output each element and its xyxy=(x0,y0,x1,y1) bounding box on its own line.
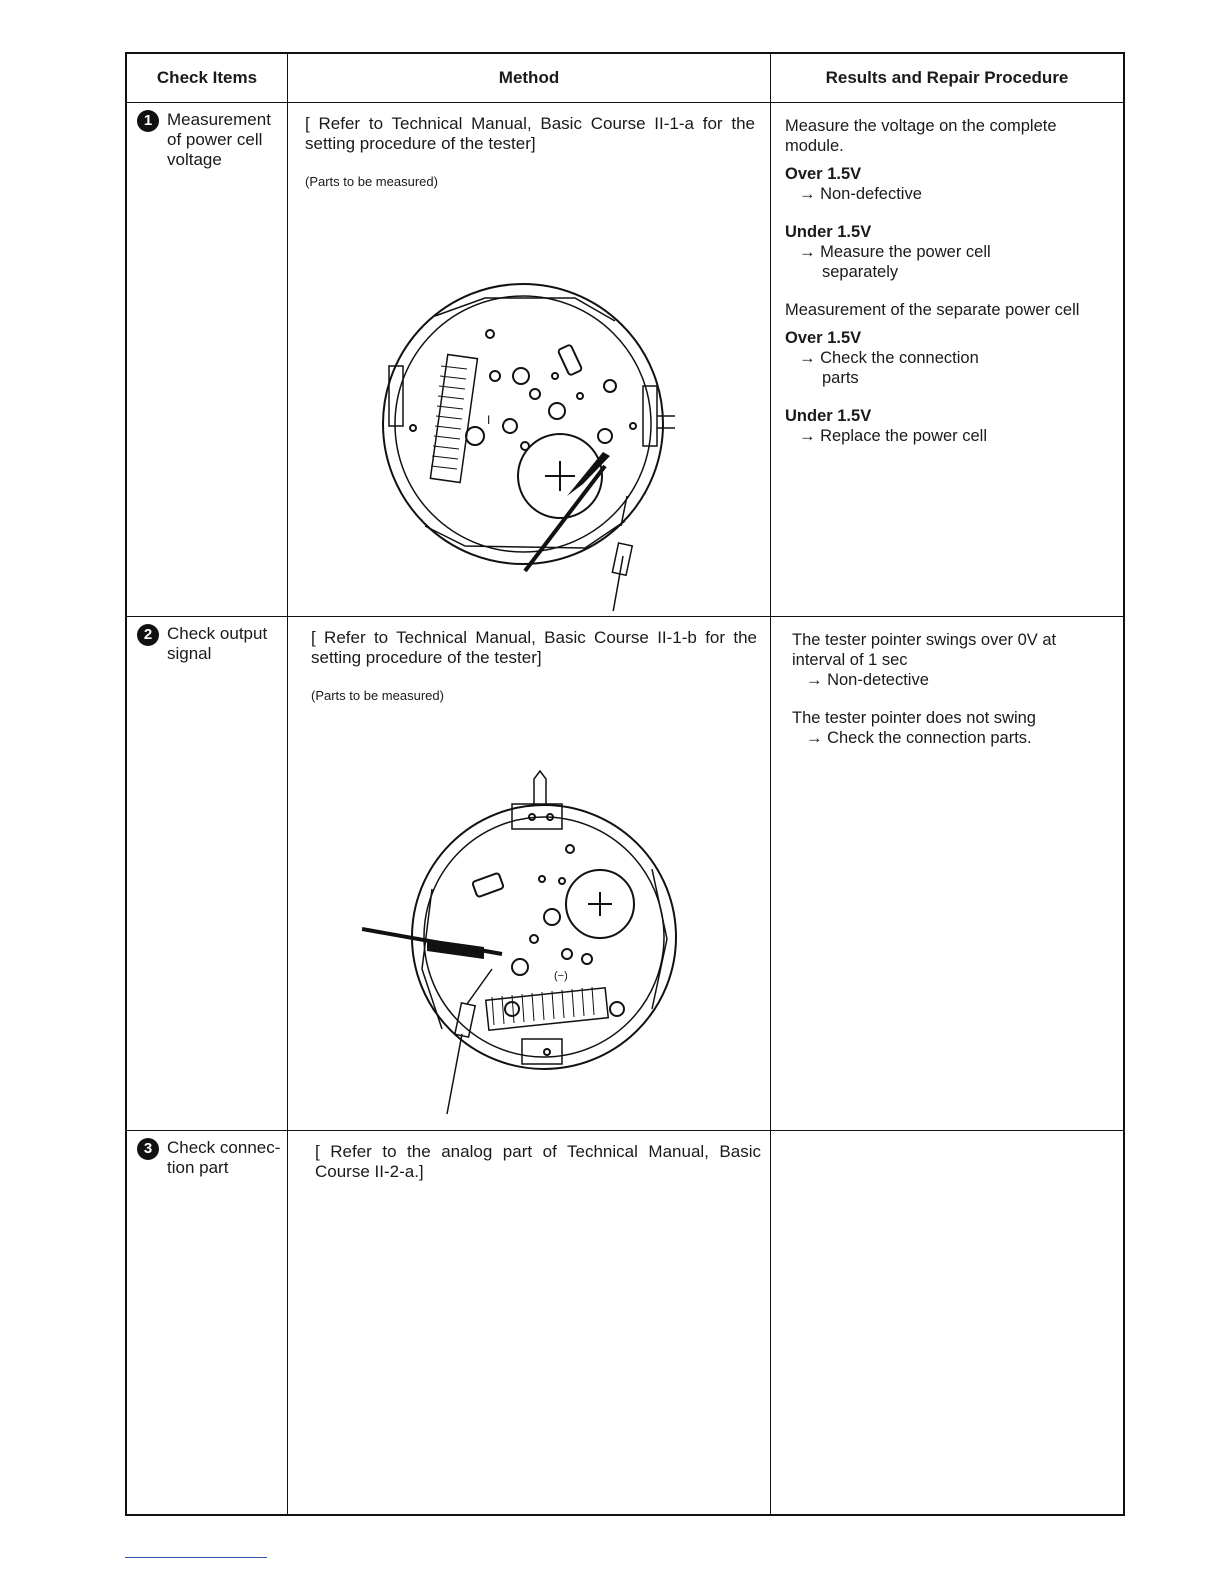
result-action: → Measure the power cell xyxy=(799,243,991,261)
result-condition: Over 1.5V xyxy=(785,165,862,183)
result-action: → Non-defective xyxy=(799,185,922,203)
step-number-badge: 1 xyxy=(137,110,159,132)
header-check-items: Check Items xyxy=(156,68,258,87)
result-intro: Measure the voltage on the complete module. xyxy=(785,117,1057,155)
tester-probe-red xyxy=(607,496,632,611)
result-condition: Under 1.5V xyxy=(785,223,872,241)
row3-method xyxy=(315,1142,761,1182)
minus-marker: (−) xyxy=(554,970,568,982)
method-text: [ Refer to Technical Manual, Basic Course II-1-b for the setting procedure of the tester] xyxy=(311,628,757,667)
column-divider xyxy=(287,54,288,1514)
footer-rule xyxy=(125,1557,267,1558)
parts-note: (Parts to be measured) xyxy=(305,174,438,189)
method-text: [ Refer to the analog part of Technical Manual, Basic Course II-2-a.] xyxy=(315,1142,761,1181)
result-action-cont: parts xyxy=(822,369,859,387)
row2-results xyxy=(792,630,1112,766)
row3-check-item xyxy=(137,1138,285,1178)
result-condition: The tester pointer swings over 0V at interval of 1 sec xyxy=(792,631,1057,669)
result-action: → Check the connection xyxy=(799,349,979,367)
step-number-badge: 3 xyxy=(137,1138,159,1160)
header-results: Results and Repair Procedure xyxy=(825,68,1069,87)
movement-outer-ring xyxy=(412,805,676,1069)
result-action: → Non-detective xyxy=(806,671,929,689)
watch-movement-diagram-1 xyxy=(375,276,675,611)
row2-check-item xyxy=(137,624,285,664)
result-action: → Replace the power cell xyxy=(799,427,988,445)
parts-note: (Parts to be measured) xyxy=(311,688,444,703)
check-item-label: Measurement of power cell voltage xyxy=(167,110,271,169)
result-condition: Under 1.5V xyxy=(785,407,872,425)
column-divider xyxy=(770,54,771,1514)
result-condition: Over 1.5V xyxy=(785,329,862,347)
result-action: → Check the connection parts. xyxy=(806,729,1032,747)
movement-outer-ring xyxy=(383,284,663,564)
check-item-label: Check output signal xyxy=(167,624,268,663)
row1-results xyxy=(785,116,1115,464)
result-separate-intro: Measurement of the separate power cell xyxy=(785,301,1080,319)
minus-marker: I xyxy=(487,413,491,427)
result-condition: The tester pointer does not swing xyxy=(792,709,1036,727)
header-method: Method xyxy=(498,68,560,87)
row2-method xyxy=(311,628,757,703)
coil-winding xyxy=(431,366,467,469)
watch-movement-diagram-2 xyxy=(362,769,692,1119)
row-divider xyxy=(127,616,1123,617)
method-text: [ Refer to Technical Manual, Basic Course II-1-a for the setting procedure of the tester] xyxy=(305,114,755,153)
result-action-cont: separately xyxy=(822,263,899,281)
check-item-label: Check connec- tion part xyxy=(167,1138,281,1177)
row-divider xyxy=(127,1130,1123,1131)
row1-method xyxy=(305,114,755,189)
header-divider xyxy=(127,102,1123,103)
row1-check-item xyxy=(137,110,285,170)
procedure-table xyxy=(125,52,1125,1516)
tester-probe-black xyxy=(362,929,502,959)
step-number-badge: 2 xyxy=(137,624,159,646)
